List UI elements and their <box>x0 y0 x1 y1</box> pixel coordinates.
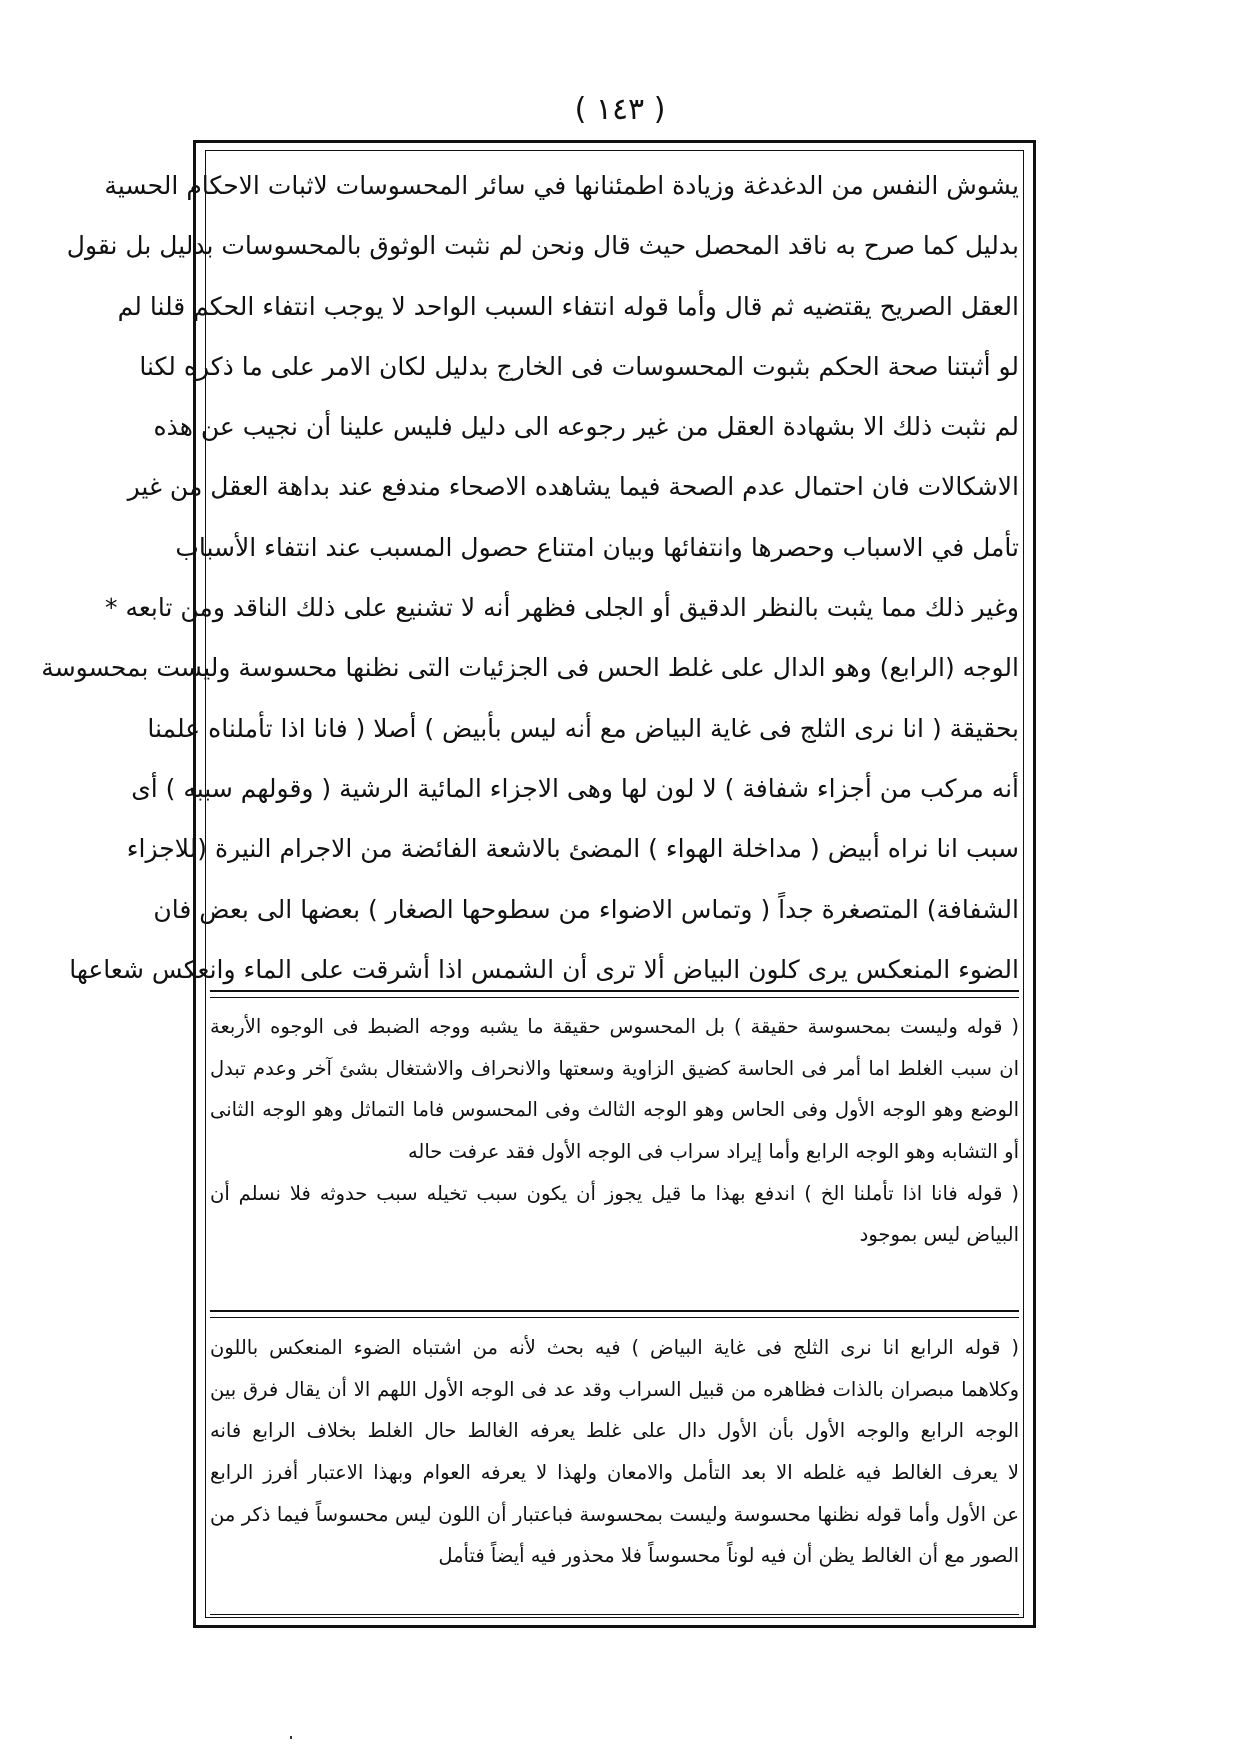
note-line: ان سبب الغلط اما أمر فى الحاسة كضيق الزاوية وسعتها والانحراف والاشتغال بشئ آخر وعدم تبدل <box>210 1056 1019 1080</box>
note-line: أو التشابه وهو الوجه الرابع وأما إيراد سراب فى الوجه الأول فقد عرفت حاله <box>407 1140 1019 1164</box>
note-line: عن الأول وأما قوله نظنها محسوسة وليست بمحسوسة فباعتبار أن اللون ليس محسوساً فيما ذكر من <box>210 1502 1019 1526</box>
main-text-line: وغير ذلك مما يثبت بالنظر الدقيق أو الجلى فظهر أنه لا تشنيع على ذلك الناقد ومن تابعه * <box>105 593 1019 623</box>
main-text-line: بدليل كما صرح به ناقد المحصل حيث قال ونحن لم نثبت الوثوق بالمحسوسات بدليل بل نقول <box>66 231 1019 261</box>
main-text-line: أنه مركب من أجزاء شفافة ) لا لون لها وهى الاجزاء المائية الرشية ( وقولهم سببه ) أى <box>131 773 1019 803</box>
main-text-line: يشوش النفس من الدغدغة وزيادة اطمئنانها في سائر المحسوسات لاثبات الاحكام الحسية <box>104 171 1019 200</box>
note-line: الوجه الرابع والوجه الأول بأن الأول دال على غلط يعرفه الغالط حال الغلط بخلاف الرابع فانه <box>210 1419 1019 1443</box>
main-text-line: لو أثبتنا صحة الحكم بثبوت المحسوسات فى الخارج بدليل لكان الامر على ما ذكره لكنا <box>139 351 1019 381</box>
note-line: وكلاهما مبصران بالذات فظاهره من قبيل السراب وقد عد فى الوجه الأول اللهم الا أن يقال فرق بين <box>210 1377 1019 1401</box>
main-text-line: الضوء المنعكس يرى كلون البياض ألا ترى أن الشمس اذا أشرقت على الماء وانعكس شعاعها <box>69 954 1019 984</box>
note-line: لا يعرف الغالط فيه غلطه الا بعد التأمل والامعان ولهذا لا يعرفه العوام وبهذا الاعتبار أفرز الرابع <box>210 1461 1019 1485</box>
section-divider <box>210 990 1019 992</box>
page-number: ( ١٤٣ ) <box>574 92 666 127</box>
note-line: ( قوله وليست بمحسوسة حقيقة ) بل المحسوس حقيقة ما يشبه ووجه الضبط فى الوجوه الأربعة <box>210 1015 1019 1038</box>
main-text-line: لم نثبت ذلك الا بشهادة العقل من غير رجوعه الى دليل فليس علينا أن نجيب عن هذه <box>153 412 1019 442</box>
main-text-line: تأمل في الاسباب وحصرها وانتفائها وبيان امتناع حصول المسبب عند انتفاء الأسباب <box>175 532 1019 562</box>
section-divider <box>210 1310 1019 1312</box>
bottom-rule <box>210 1614 1019 1615</box>
note-line: الصور مع أن الغالط يظن أن فيه لوناً محسوساً فلا محذور فيه أيضاً فتأمل <box>438 1544 1019 1568</box>
main-text-line: الاشكالات فان احتمال عدم الصحة فيما يشاهده الاصحاء مندفع عند بداهة العقل من غير <box>127 472 1019 502</box>
scan-speck <box>290 1736 292 1739</box>
main-text-line: العقل الصريح يقتضيه ثم قال وأما قوله انتفاء السبب الواحد لا يوجب انتفاء الحكم قلنا لم <box>117 291 1019 321</box>
main-text-line: سبب انا نراه أبيض ( مداخلة الهواء ) المضئ بالاشعة الفائضة من الاجرام النيرة (للاجزاء <box>126 834 1019 864</box>
main-text-line: بحقيقة ( انا نرى الثلج فى غاية البياض مع أنه ليس بأبيض ) أصلا ( فانا اذا تأملناه علمنا <box>147 713 1019 743</box>
main-text-line: الشفافة) المتصغرة جداً ( وتماس الاضواء من سطوحها الصغار ) بعضها الى بعض فان <box>153 894 1019 924</box>
main-text <box>41 156 1019 1000</box>
main-text-line: الوجه (الرابع) وهو الدال على غلط الحس فى الجزئيات التى نظنها محسوسة وليست بمحسوسة <box>41 653 1019 683</box>
section-divider <box>210 997 1019 998</box>
commentary-note-2 <box>210 1327 1019 1577</box>
note-line: الوضع وهو الوجه الأول وفى الحاس وهو الوجه الثالث وفى المحسوس فاما التماثل وهو الوجه الثانى <box>210 1098 1019 1122</box>
section-divider <box>210 1317 1019 1318</box>
note-line: ( قوله فانا اذا تأملنا الخ ) اندفع بهذا ما قيل يجوز أن يكون سبب تخيله سبب حدوثه فلا نسلم أن <box>210 1181 1019 1205</box>
note-line: البياض ليس بموجود <box>859 1223 1019 1247</box>
note-line: ( قوله الرابع انا نرى الثلج فى غاية البياض ) فيه بحث لأنه من اشتباه الضوء المنعكس باللون <box>210 1336 1019 1359</box>
commentary-note-1 <box>210 1006 1019 1256</box>
